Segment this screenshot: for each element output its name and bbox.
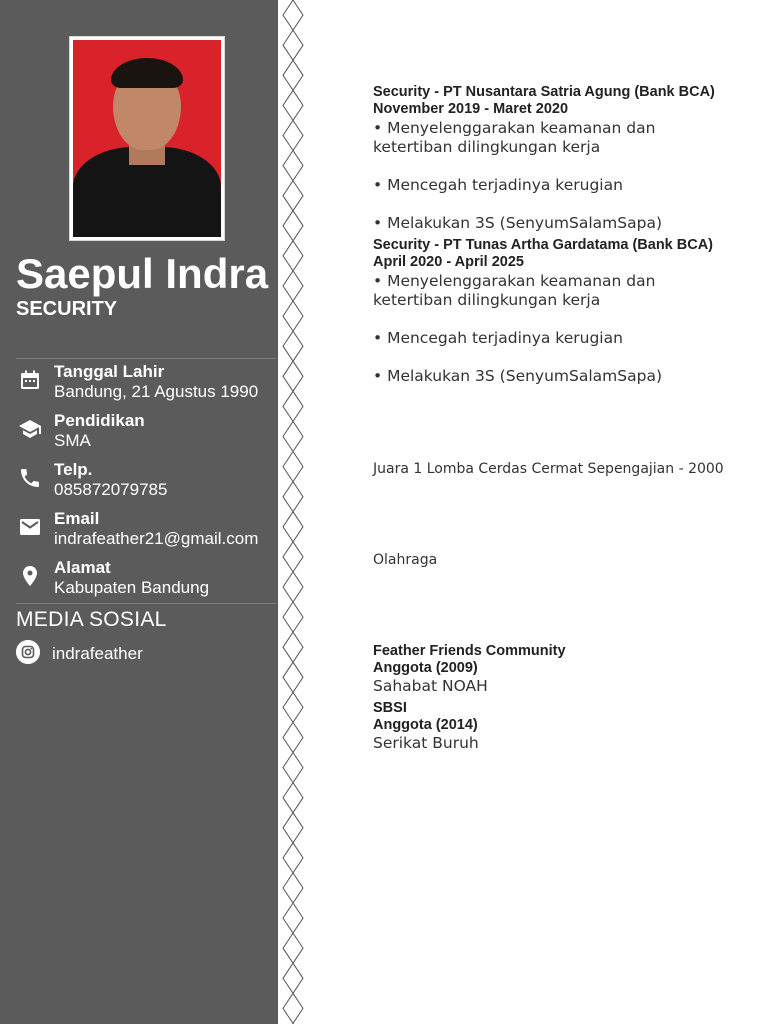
experience-duty: • Mencegah terjadinya kerugian [373,329,623,347]
organization-detail: Sahabat NOAH [373,677,488,695]
experience-duty: • Menyelenggarakan keamanan dan [373,272,656,290]
diamond-chain [283,0,303,1024]
achievement: Juara 1 Lomba Cerdas Cermat Sepengajian - 2000 [373,461,724,477]
instagram-handle[interactable]: indrafeather [52,644,143,663]
info-value: 085872079785 [54,480,168,499]
sidebar-divider [16,603,276,604]
info-email [16,509,278,553]
experience-duty: • Melakukan 3S (SenyumSalamSapa) [373,367,662,385]
experience-period: November 2019 - Maret 2020 [373,101,569,117]
experience-duty: ketertiban dilingkungan kerja [373,138,601,156]
experience-duty: • Mencegah terjadinya kerugian [373,176,623,194]
profile-name: Saepul Indra [16,250,269,297]
diamond-border [278,0,308,1024]
phone-icon [18,466,42,490]
profile-title: SECURITY [16,298,118,320]
calendar-icon [18,368,42,392]
experience-duty: • Menyelenggarakan keamanan dan [373,119,656,137]
experience-duty: • Melakukan 3S (SenyumSalamSapa) [373,214,662,232]
info-label: Tanggal Lahir [54,362,165,381]
experience-role: Security - PT Nusantara Satria Agung (Bank BCA) [373,84,715,100]
info-label: Telp. [54,460,93,479]
organization-name: Feather Friends Community [373,643,566,659]
info-birth [16,362,278,406]
organization-role: Anggota (2014) [373,717,478,733]
location-pin-icon [18,564,42,588]
organization-name: SBSI [373,700,407,716]
info-education [16,411,278,455]
mail-icon [18,515,42,539]
social-instagram[interactable] [16,640,256,666]
info-value: indrafeather21@gmail.com [54,529,259,548]
experience-role: Security - PT Tunas Artha Gardatama (Bank BCA) [373,237,714,253]
hobby: Olahraga [373,552,438,568]
info-address [16,558,278,602]
instagram-icon [16,640,40,664]
experience-duty: ketertiban dilingkungan kerja [373,291,601,309]
info-label: Email [54,509,100,528]
sidebar-divider [16,358,276,359]
organization-detail: Serikat Buruh [373,734,479,752]
info-label: Pendidikan [54,411,145,430]
info-phone [16,460,278,504]
info-label: Alamat [54,558,111,577]
media-heading: MEDIA SOSIAL [16,608,167,631]
info-value: Bandung, 21 Agustus 1990 [54,382,259,401]
profile-photo [73,40,221,237]
profile-photo-frame [69,36,225,241]
info-value: SMA [54,431,91,450]
graduation-cap-icon [18,417,42,441]
sidebar [0,0,278,1024]
info-value: Kabupaten Bandung [54,578,210,597]
organization-role: Anggota (2009) [373,660,478,676]
experience-period: April 2020 - April 2025 [373,254,524,270]
